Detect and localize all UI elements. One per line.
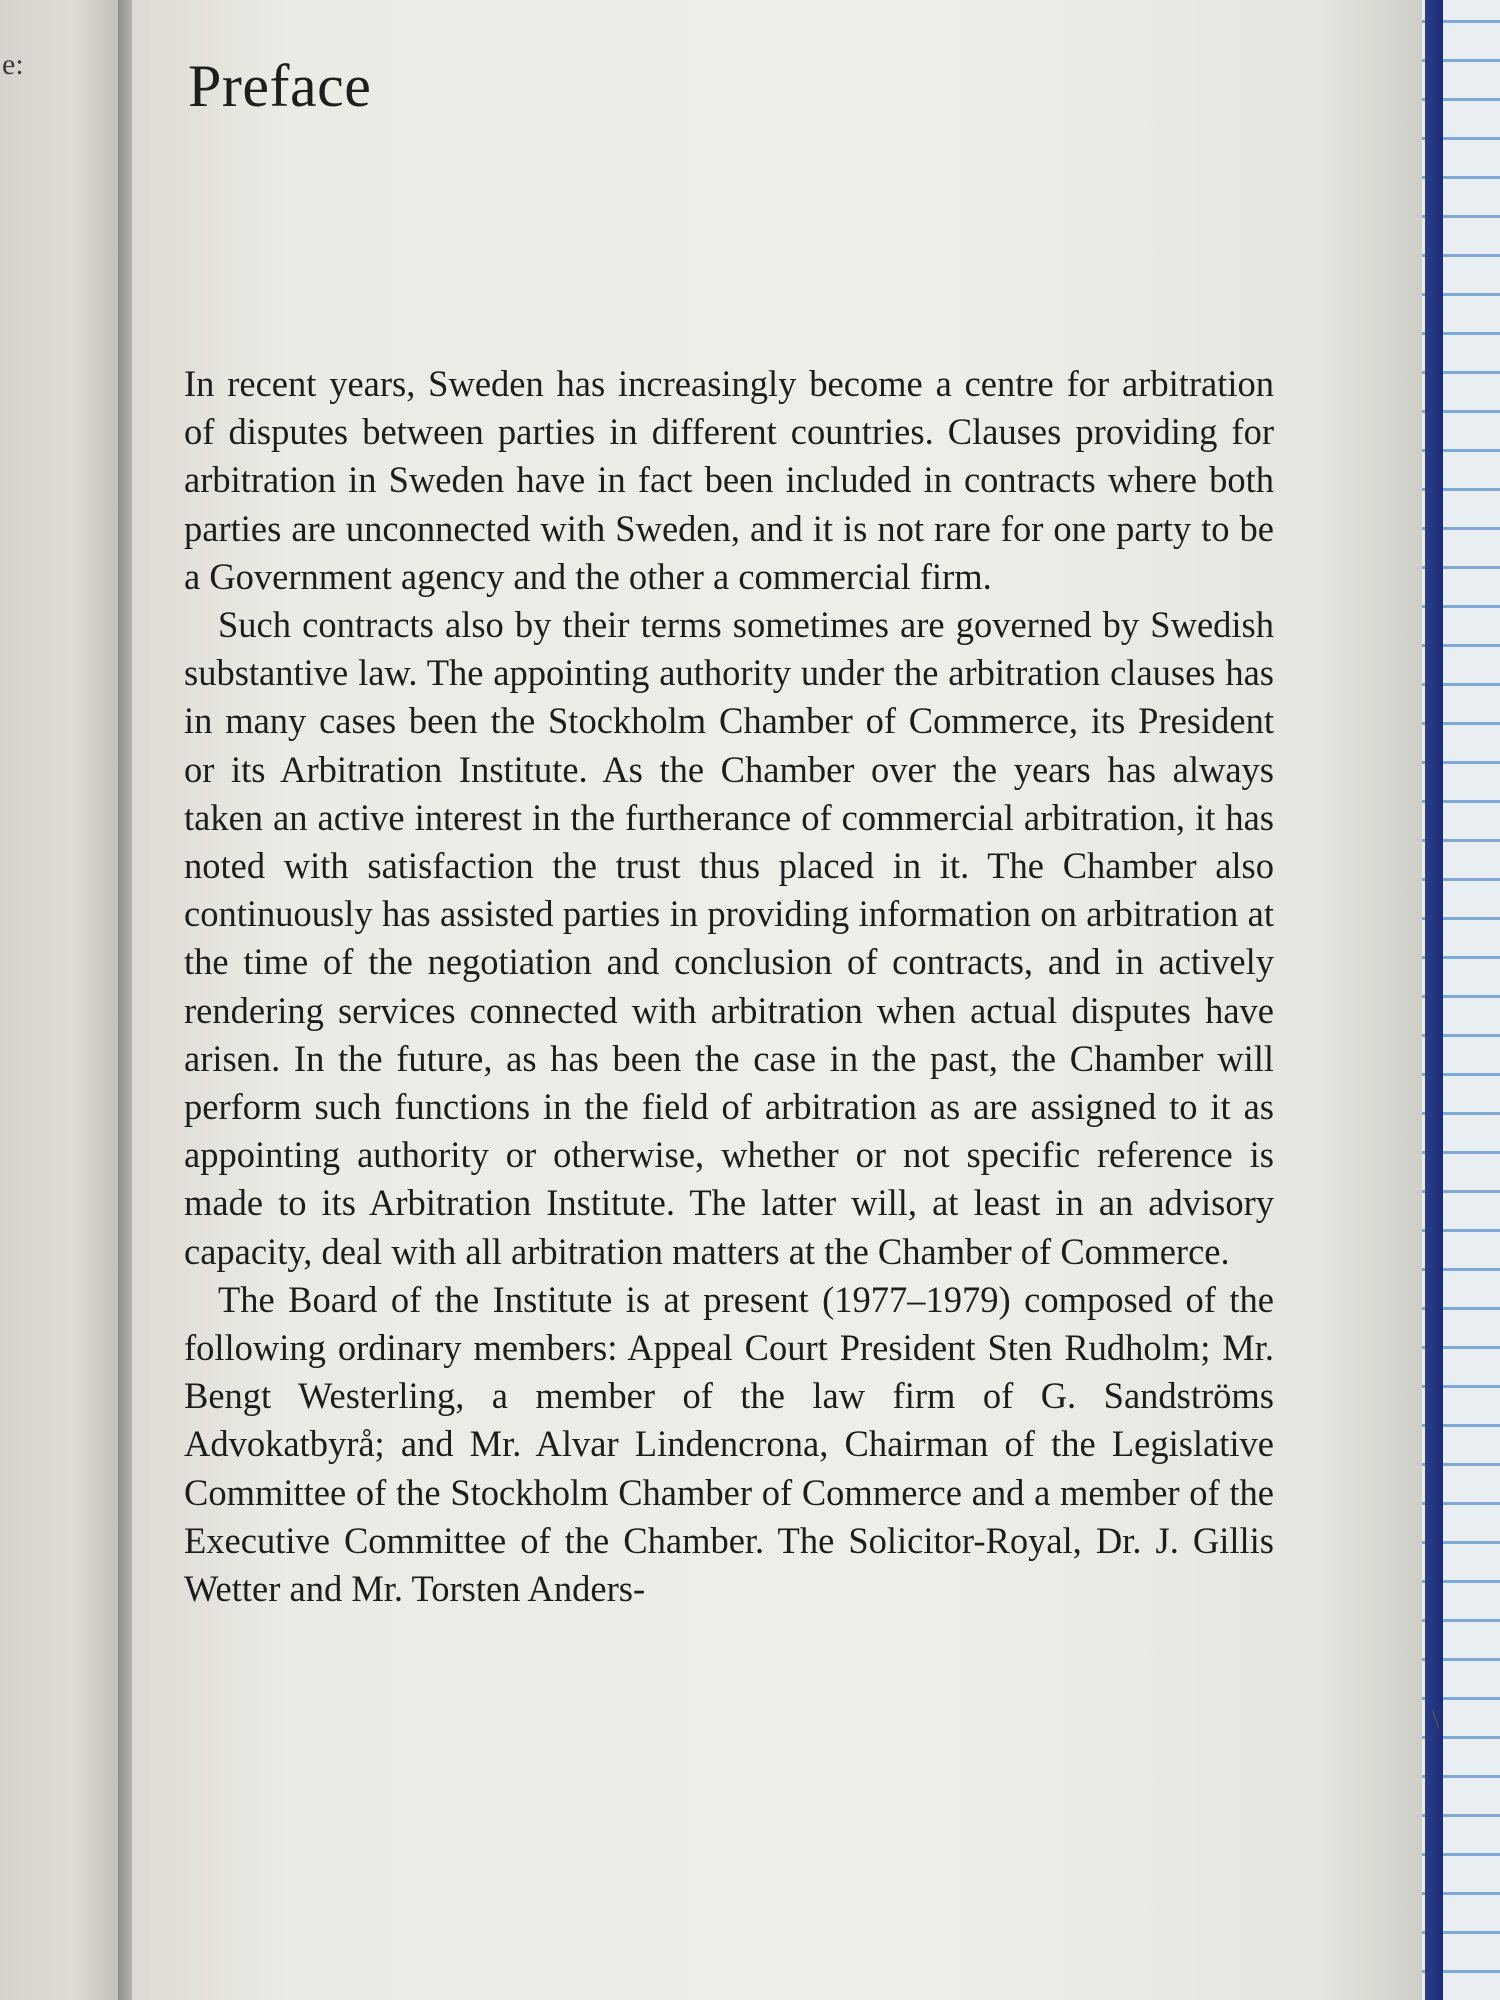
blue-cover-edge [1425,0,1443,2000]
left-facing-page [0,0,125,2000]
margin-pencil-mark: \ [1432,1705,1440,1734]
left-page-edge-text: e: [2,48,24,81]
preface-body [184,360,1274,1613]
paragraph-2: Such contracts also by their terms sometimes are governed by Swedish substantive law. The appointing authority under the arbitration clauses has in many cases been the Stockholm Chamber of Commerce, its President or its Arbitration Institute. As the Chamber over the years has always taken an active interest in the furtherance of commercial arbitration, it has noted with satisfaction the trust thus placed in it. The Chamber also continuously has assisted parties in providing information on arbitration at the time of the negotiation and conclusion of contracts, and in actively rendering services connected with arbitration when actual disputes have arisen. In the future, as has been the case in the past, the Chamber will perform such functions in the field of arbitration as are assigned to it as appointing authority or otherwise, whether or not specific reference is made to its Arbitration Institute. The latter will, at least in an advisory capacity, deal with all arbitration matters at the Chamber of Commerce. [184,604,1274,1272]
book-page [132,0,1440,2000]
paragraph-1: In recent years, Sweden has increasingly become a centre for arbitration of disputes between parties in different countries. Clauses providing for arbitration in Sweden have in fact been included in contracts where both parties are unconnected with Sweden, and it is not rare for one party to be a Government agency and the other a commercial firm. [184,363,1274,597]
paragraph-3: The Board of the Institute is at present (1977–1979) composed of the following ordinary members: Appeal Court President Sten Rudholm; Mr. Bengt Westerling, a member of the law firm of G. Sandströms Advokatbyrå; and Mr. Alvar Lindencrona, Chairman of the Legislative Committee of the Stockholm Chamber of Commerce and a member of the Executive Committee of the Chamber. The Solicitor-Royal, Dr. J. Gillis Wetter and Mr. Torsten Anders- [184,1278,1274,1610]
page-title: Preface [188,53,372,119]
